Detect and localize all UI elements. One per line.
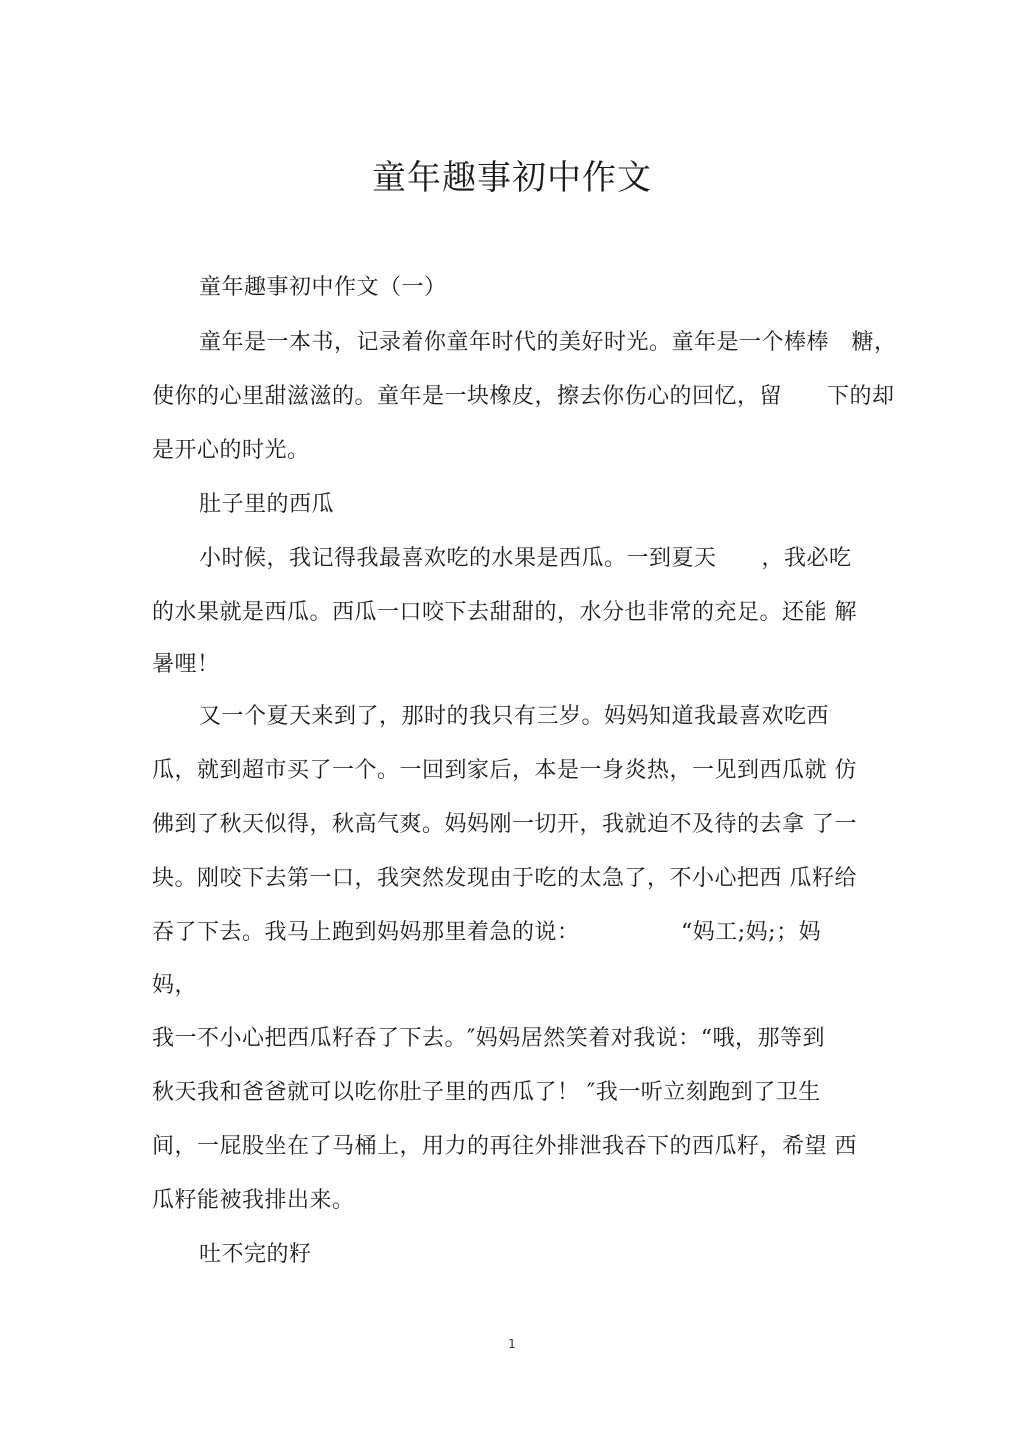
paragraph-line: 是开心的时光。: [152, 438, 310, 463]
subheading-seeds: 吐不完的籽: [199, 1242, 312, 1267]
paragraph-line: 瓜籽能被我排出来。: [152, 1188, 355, 1213]
paragraph-line: 的水果就是西瓜。西瓜一口咬下去甜甜的，水分也非常的充足。还能 解: [152, 600, 857, 625]
section-heading-one: 童年趣事初中作文（一）: [199, 275, 447, 300]
paragraph-line: 秋天我和爸爸就可以吃你肚子里的西瓜了！ ″我一听立刻跑到了卫生: [152, 1080, 821, 1105]
paragraph-line: 童年是一本书，记录着你童年时代的美好时光。童年是一个棒棒 糖，: [199, 330, 897, 355]
paragraph-line: 又一个夏天来到了，那时的我只有三岁。妈妈知道我最喜欢吃西: [199, 704, 830, 729]
paragraph-line: 块。刚咬下去第一口，我突然发现由于吃的太急了，不小心把西 瓜籽给: [152, 866, 857, 891]
paragraph-line: 小时候，我记得我最喜欢吃的水果是西瓜。一到夏天 ，我必吃: [199, 546, 852, 571]
page-number: 1: [508, 1337, 516, 1351]
paragraph-line: 妈，: [152, 973, 198, 998]
paragraph-line: 瓜，就到超市买了一个。一回到家后，本是一身炎热，一见到西瓜就 仿: [152, 758, 857, 783]
subheading-watermelon: 肚子里的西瓜: [199, 492, 335, 517]
paragraph-line: 使你的心里甜滋滋的。童年是一块橡皮，擦去你伤心的回忆，留 下的却: [152, 384, 895, 409]
paragraph-line: 暑哩！: [152, 652, 220, 677]
paragraph-line: 我一不小心把西瓜籽吞了下去。″妈妈居然笑着对我说：“哦，那等到: [152, 1026, 825, 1051]
paragraph-line: 吞了下去。我马上跑到妈妈那里着急的说： “妈工;妈;；妈: [152, 920, 822, 945]
paragraph-line: 间，一屁股坐在了马桶上，用力的再往外排泄我吞下的西瓜籽，希望 西: [152, 1134, 857, 1159]
document-title: 童年趣事初中作文: [372, 158, 652, 198]
paragraph-line: 佛到了秋天似得，秋高气爽。妈妈刚一切开，我就迫不及待的去拿 了一: [152, 812, 857, 837]
